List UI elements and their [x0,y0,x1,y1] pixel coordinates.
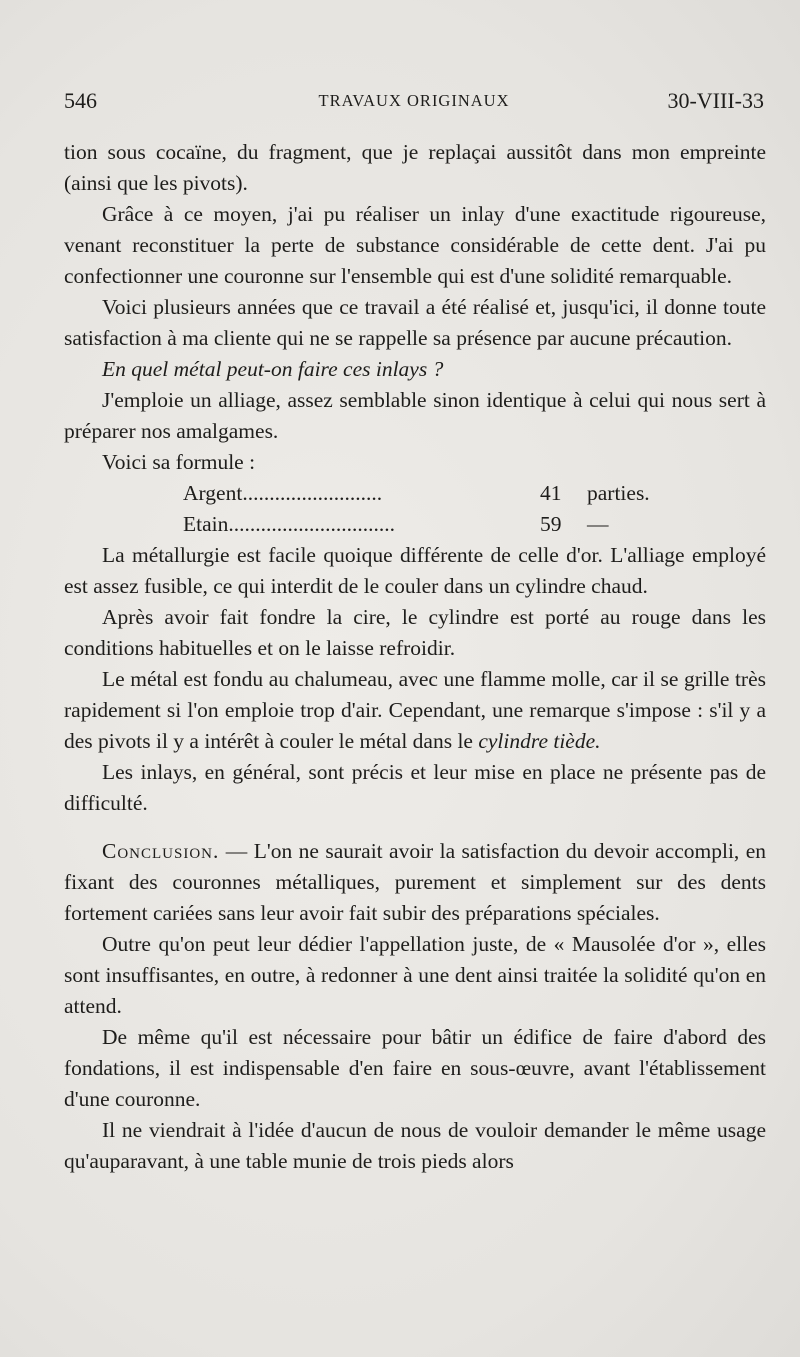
running-header [64,88,764,118]
alloy-formula [64,478,766,540]
section-gap [64,819,766,836]
formula-value: 41 [540,481,562,505]
question-heading: En quel métal peut-on faire ces inlays ? [102,357,444,381]
article-body [64,137,766,1177]
running-title: TRAVAUX ORIGINAUX [318,91,510,110]
formula-metal-cell: Etain............................... [183,512,395,536]
formula-metal-cell: Argent.......................... [183,481,383,505]
paragraph-14: Il ne viendrait à l'idée d'aucun de nous de vouloir demander le même usage qu'auparavant, à une table munie de trois pieds alors [64,1118,766,1173]
formula-unit: parties. [587,481,650,505]
italic-term: cylindre tiède. [478,729,601,753]
page-number: 546 [64,88,97,113]
paragraph-1: tion sous cocaïne, du fragment, que je replaçai aussitôt dans mon empreinte (ainsi que les pivots). [64,140,766,195]
paragraph-10: Les inlays, en général, sont précis et leur mise en place ne présente pas de difficulté. [64,760,766,815]
issue-date: 30-VIII-33 [667,88,764,113]
paragraph-9: Le métal est fondu au chalumeau, avec une flamme molle, car il se grille très rapidement si l'on emploie trop d'air. Cependant, une remarque s'impose : s'il y a des pivots il y a intérêt à couler le métal dans le cylindre tiède. [64,667,766,753]
conclusion-paragraph: Conclusion. — L'on ne saurait avoir la satisfaction du devoir accompli, en fixant des couronnes métalliques, purement et simplement sur des dents fortement cariées sans leur avoir fait subir des préparations spéciales. [64,839,766,925]
formula-unit: — [587,512,609,536]
paragraph-6: Voici sa formule : [102,450,256,474]
paragraph-2: Grâce à ce moyen, j'ai pu réaliser un inlay d'une exactitude rigoureuse, venant reconstituer la perte de substance considérable de cette dent. J'ai pu confectionner une couronne sur l'ensemble qui est d'une solidité remarquable. [64,202,766,288]
paragraph-5: J'emploie un alliage, assez semblable sinon identique à celui qui nous sert à préparer nos amalgames. [64,388,766,443]
formula-value: 59 [540,512,562,536]
paragraph-3: Voici plusieurs années que ce travail a été réalisé et, jusqu'ici, il donne toute satisfaction à ma cliente qui ne se rappelle sa présence par aucune précaution. [64,295,766,350]
paragraph-7: La métallurgie est facile quoique différente de celle d'or. L'alliage employé est assez fusible, ce qui interdit de le couler dans un cylindre chaud. [64,543,766,598]
formula-row [64,478,766,509]
conclusion-heading: Conclusion. [102,839,220,863]
paragraph-13: De même qu'il est nécessaire pour bâtir un édifice de faire d'abord des fondations, il est indispensable d'en faire en sous-œuvre, avant l'établissement d'une couronne. [64,1025,766,1111]
formula-row [64,509,766,540]
paragraph-12: Outre qu'on peut leur dédier l'appellation juste, de « Mausolée d'or », elles sont insuffisantes, en outre, à redonner à une dent ainsi traitée la solidité qu'on en attend. [64,932,766,1018]
paragraph-8: Après avoir fait fondre la cire, le cylindre est porté au rouge dans les conditions habituelles et on le laisse refroidir. [64,605,766,660]
